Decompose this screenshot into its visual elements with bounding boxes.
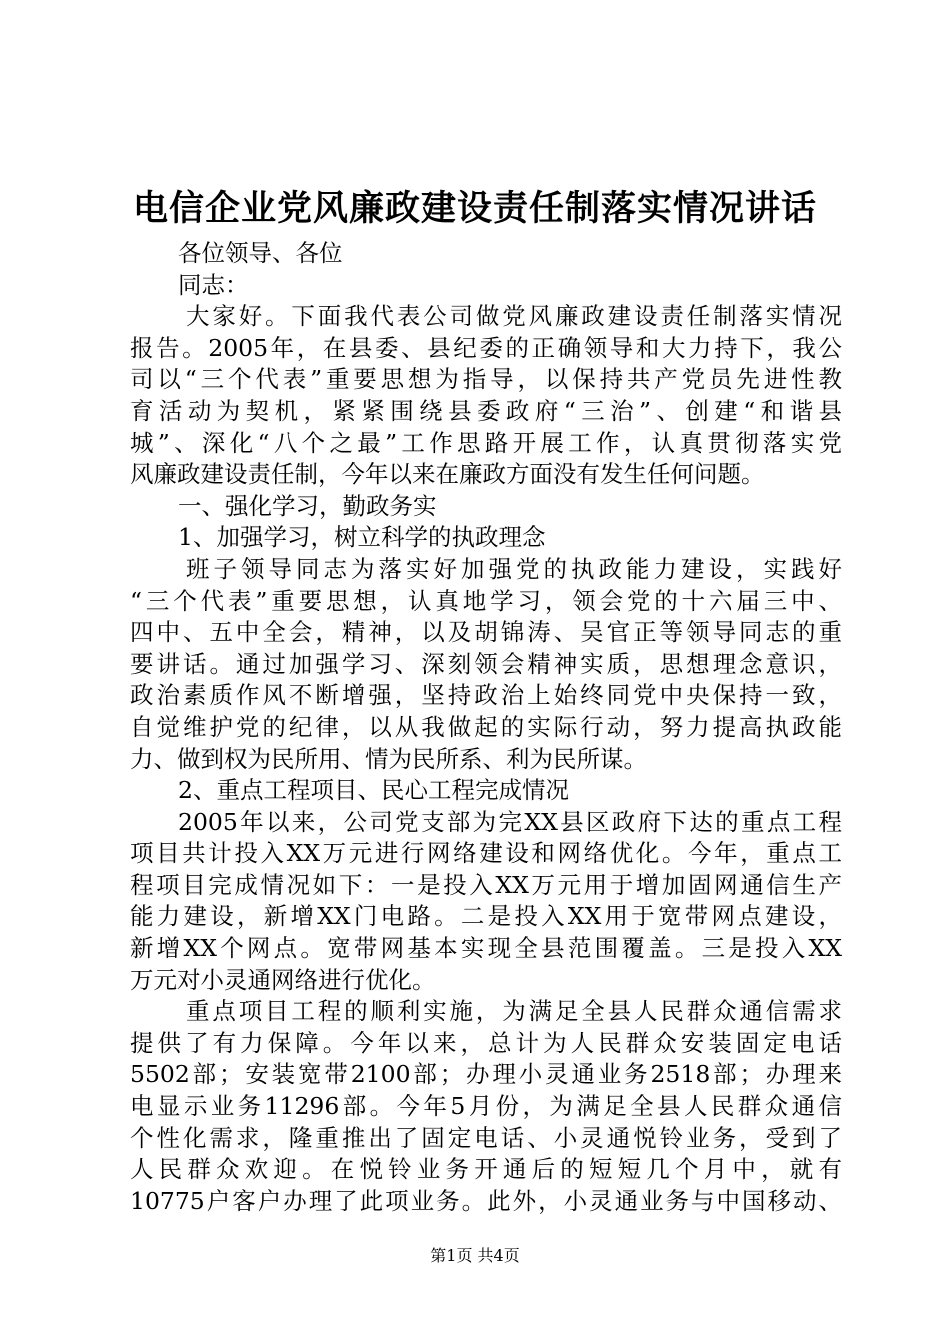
paragraph-line: 万元对小灵通网络进行优化。 [130, 965, 436, 994]
paragraph-line: 项目共计投入XX万元进行网络建设和网络优化。今年，重点工 [130, 839, 842, 868]
paragraph-line: 个性化需求，隆重推出了固定电话、小灵通悦铃业务，受到了 [130, 1123, 842, 1152]
paragraph-line: 报告。2005年，在县委、县纪委的正确领导和大力持下，我公 [130, 333, 842, 362]
page-footer: 第1页 共4页 [430, 1246, 520, 1265]
paragraph-line: “三个代表”重要思想，认真地学习，领会党的十六届三中、 [130, 586, 842, 615]
paragraph-line: 自觉维护党的纪律，以从我做起的实际行动，努力提高执政能 [130, 712, 842, 741]
paragraph-line: 力、做到权为民所用、情为民所系、利为民所谋。 [130, 744, 647, 773]
paragraph-line: 程项目完成情况如下：一是投入XX万元用于增加固网通信生产 [130, 870, 842, 899]
section-heading: 一、强化学习，勤政务实 [178, 491, 437, 520]
paragraph-line: 风廉政建设责任制，今年以来在廉政方面没有发生任何问题。 [130, 460, 765, 489]
paragraph-line: 人民群众欢迎。在悦铃业务开通后的短短几个月中，就有 [130, 1155, 842, 1184]
paragraph-line: 班子领导同志为落实好加强党的执政能力建设，实践好 [186, 554, 842, 583]
paragraph-line: 10775户客户办理了此项业务。此外，小灵通业务与中国移动、 [130, 1186, 842, 1215]
paragraph-line: 要讲话。通过加强学习、深刻领会精神实质，思想理念意识， [130, 649, 842, 678]
paragraph-line: 电显示业务11296部。今年5月份，为满足全县人民群众通信 [130, 1092, 842, 1121]
paragraph-line: 城”、深化“八个之最”工作思路开展工作，认真贯彻落实党 [130, 428, 842, 457]
paragraph-line: 重点项目工程的顺利实施，为满足全县人民群众通信需求 [186, 997, 842, 1026]
subsection-heading: 1、加强学习，树立科学的执政理念 [178, 523, 546, 552]
paragraph-line: 育活动为契机，紧紧围绕县委政府“三治”、创建“和谐县 [130, 396, 842, 425]
paragraph-line: 四中、五中全会，精神，以及胡锦涛、吴官正等领导同志的重 [130, 618, 842, 647]
paragraph-line: 司以“三个代表”重要思想为指导，以保持共产党员先进性教 [130, 365, 842, 394]
document-body [130, 238, 842, 1217]
paragraph-line: 大家好。下面我代表公司做党风廉政建设责任制落实情况 [186, 302, 842, 331]
paragraph-line: 政治素质作风不断增强，坚持政治上始终同党中央保持一致， [130, 681, 842, 710]
paragraph-line: 2005年以来，公司党支部为完XX县区政府下达的重点工程 [178, 807, 842, 836]
paragraph-line: 新增XX个网点。宽带网基本实现全县范围覆盖。三是投入XX [130, 934, 842, 963]
paragraph-line: 5502部；安装宽带2100部；办理小灵通业务2518部；办理来 [130, 1060, 842, 1089]
document-title: 电信企业党风廉政建设责任制落实情况讲话 [132, 188, 817, 229]
salutation-line: 各位领导、各位 [178, 239, 343, 267]
subsection-heading: 2、重点工程项目、民心工程完成情况 [178, 776, 569, 805]
salutation-line: 同志： [178, 270, 249, 299]
paragraph-line: 提供了有力保障。今年以来，总计为人民群众安装固定电话 [130, 1028, 842, 1057]
paragraph-line: 能力建设，新增XX门电路。二是投入XX用于宽带网点建设， [130, 902, 842, 931]
